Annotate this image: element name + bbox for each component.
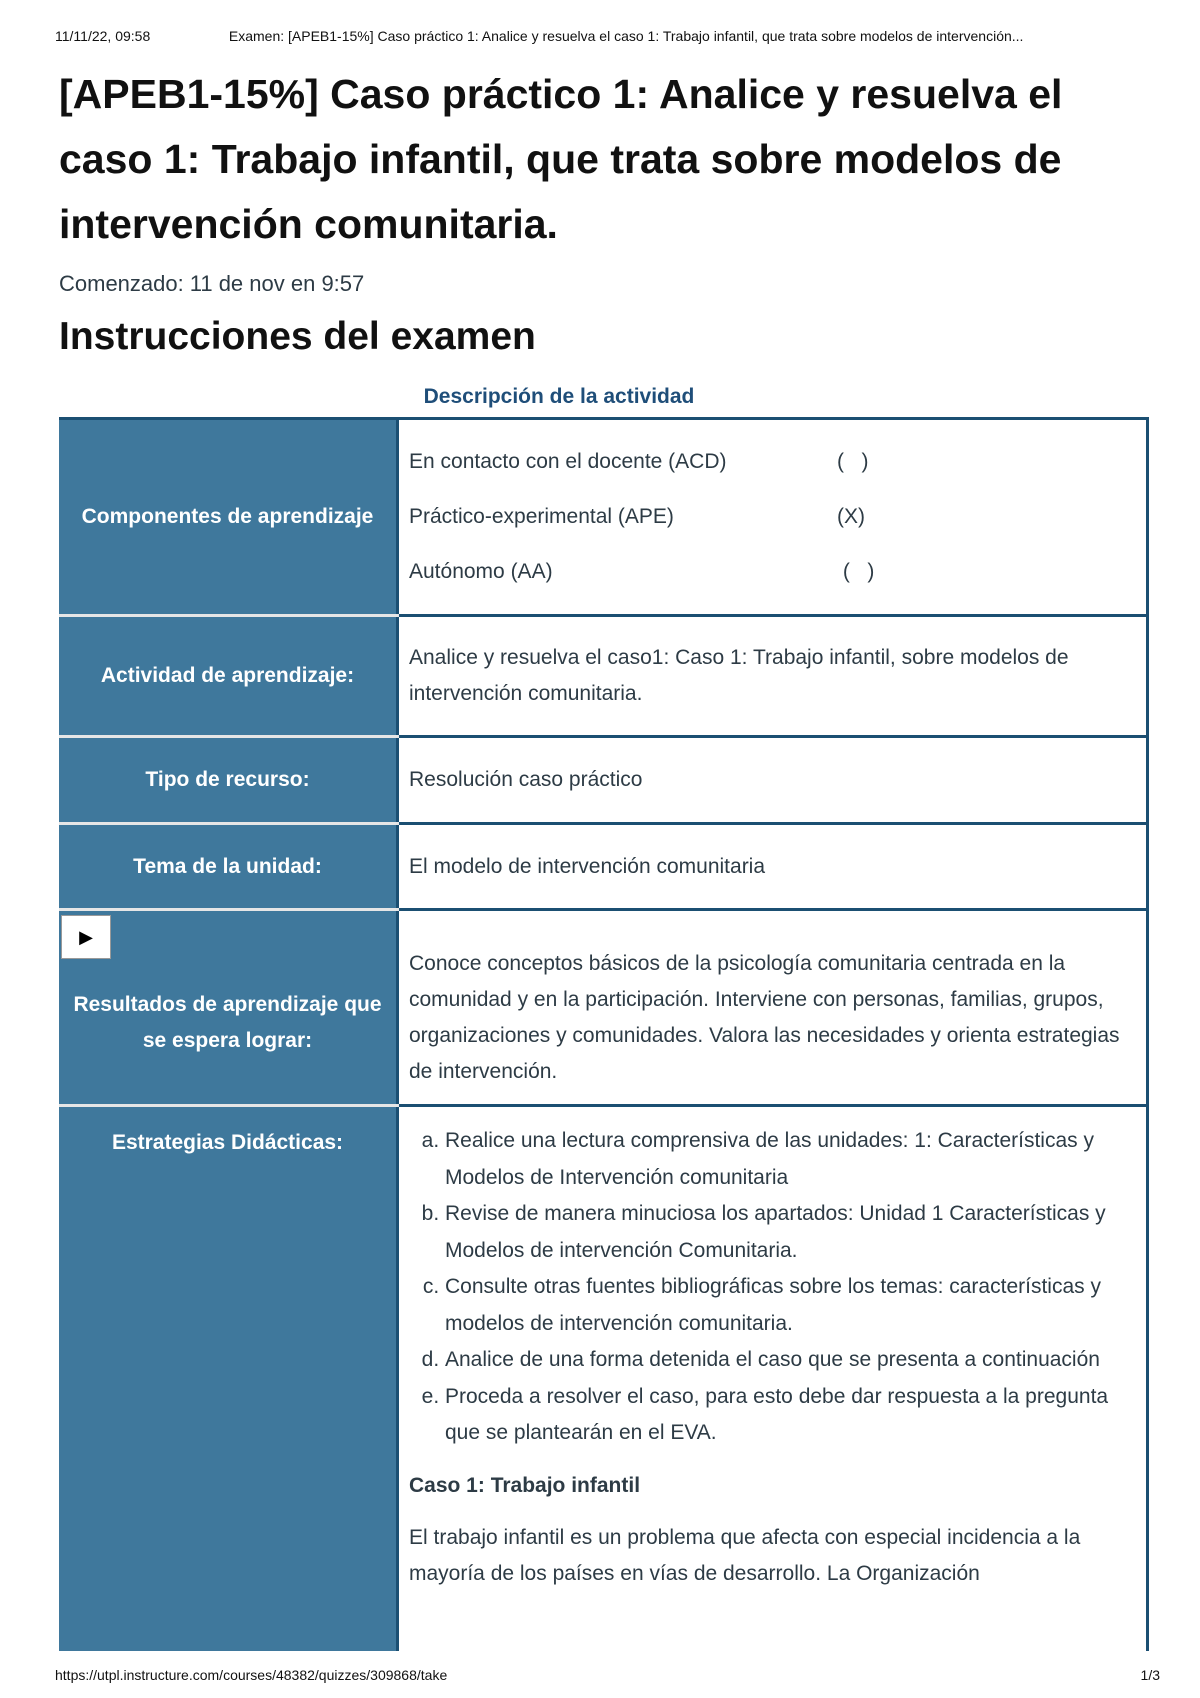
- print-footer: [55, 1667, 1160, 1683]
- strategy-item: c. Consulte otras fuentes bibliográficas sobre los temas: características y modelos de intervención comunitaria.: [445, 1269, 1136, 1342]
- instructions-heading: Instrucciones del examen: [59, 315, 536, 358]
- quiz-started: [59, 271, 1149, 297]
- unit-topic-value: El modelo de intervención comunitaria: [398, 824, 1148, 910]
- case-text: El trabajo infantil es un problema que afecta con especial incidencia a la mayoría de los países en vías de desarrollo. La Organización: [409, 1525, 1081, 1585]
- strategy-item: b. Revise de manera minuciosa los apartados: Unidad 1 Características y Modelos de intervención Comunitaria.: [445, 1196, 1136, 1269]
- component-item: [409, 545, 1136, 600]
- outcomes-label: Resultados de aprendizaje que se espera lograr:: [73, 992, 382, 1052]
- component-mark: ( ): [837, 560, 875, 583]
- strategy-item: a. Realice una lectura comprensiva de las unidades: 1: Características y Modelos de Intervención comunitaria: [445, 1123, 1136, 1196]
- component-mark: (X): [837, 505, 865, 528]
- row-outcomes: [59, 910, 1148, 1106]
- component-name: Autónomo (AA): [409, 560, 553, 583]
- outcomes-label-cell: [59, 910, 398, 1106]
- unit-topic-label: Tema de la unidad:: [59, 824, 398, 910]
- started-value: 11 de nov en 9:57: [189, 271, 365, 296]
- row-resource: [59, 737, 1148, 824]
- component-mark: ( ): [837, 450, 869, 473]
- quiz-title: [APEB1-15%] Caso práctico 1: Analice y resuelva el caso 1: Trabajo infantil, que trata sobre modelos de intervención comunitaria.: [59, 71, 1063, 247]
- print-datetime: 11/11/22, 09:58: [55, 28, 151, 44]
- strategies-label: Estrategias Didácticas:: [111, 1131, 344, 1154]
- print-url: https://utpl.instructure.com/courses/48382/quizzes/309868/take: [55, 1667, 448, 1683]
- component-name: En contacto con el docente (ACD): [409, 450, 727, 473]
- component-item: [409, 435, 1136, 490]
- strategy-item: e. Proceda a resolver el caso, para esto debe dar respuesta a la pregunta que se plantearán en el EVA.: [445, 1379, 1136, 1452]
- outcomes-value: [398, 910, 1148, 1106]
- row-activity: [59, 616, 1148, 737]
- strategies-list: [409, 1123, 1136, 1452]
- component-name: Práctico-experimental (APE): [409, 505, 674, 528]
- started-label: Comenzado:: [59, 271, 184, 296]
- components-label: Componentes de aprendizaje: [59, 419, 398, 616]
- resource-label: Tipo de recurso:: [59, 737, 398, 824]
- strategies-label-cell: [59, 1106, 398, 1651]
- outcomes-text: Conoce conceptos básicos de la psicología comunitaria centrada en la comunidad y en la participación. Interviene con personas, familias, grupos, organizaciones y comunidades. Valora las necesidades y orienta estrategias de intervención.: [409, 951, 1120, 1083]
- print-doc-title: Examen: [APEB1-15%] Caso práctico 1: Analice y resuelva el caso 1: Trabajo infantil, que trata sobre modelos de intervención...: [228, 28, 1024, 44]
- quiz-content: [59, 62, 1149, 1651]
- components-value: [398, 419, 1148, 616]
- print-header: [55, 28, 1160, 44]
- activity-label: Actividad de aprendizaje:: [59, 616, 398, 737]
- row-unit-topic: [59, 824, 1148, 910]
- strategies-value: [398, 1106, 1148, 1651]
- activity-value: Analice y resuelva el caso1: Caso 1: Trabajo infantil, sobre modelos de intervención comunitaria.: [398, 616, 1148, 737]
- component-item: [409, 490, 1136, 545]
- play-icon[interactable]: ▶: [61, 915, 111, 959]
- row-strategies: [59, 1106, 1148, 1651]
- strategy-item: d. Analice de una forma detenida el caso que se presenta a continuación: [445, 1342, 1136, 1379]
- row-components: [59, 419, 1148, 616]
- resource-value: Resolución caso práctico: [398, 737, 1148, 824]
- print-page-number: 1/3: [1140, 1667, 1160, 1683]
- activity-description-table: [59, 417, 1149, 1651]
- table-caption: Descripción de la actividad: [423, 385, 695, 408]
- case-title: Caso 1: Trabajo infantil: [409, 1473, 641, 1497]
